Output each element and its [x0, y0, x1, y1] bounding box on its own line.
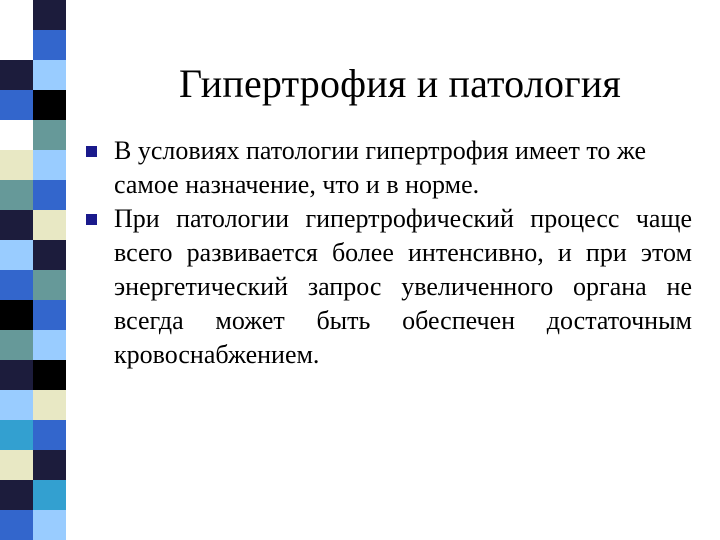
square-bullet-icon	[86, 146, 97, 157]
stripe-column-right	[33, 0, 66, 540]
slide-title: Гипертрофия и патология	[178, 61, 622, 106]
bullet-item	[84, 134, 692, 202]
decorative-stripe	[0, 0, 66, 540]
bullet-item	[84, 202, 692, 372]
square-bullet-icon	[86, 214, 97, 225]
bullet-text: При патологии гипертрофический процесс чаще всего развивается более интенсивно, и при этом энергетический запрос увеличенного органа не всегда может быть обеспечен достаточным кровоснабжением.	[114, 204, 692, 369]
stripe-column-left	[0, 0, 33, 540]
bullet-text: В условиях патологии гипертрофия имеет то же самое назначение, что и в норме.	[114, 136, 647, 199]
bullet-list	[84, 134, 692, 372]
